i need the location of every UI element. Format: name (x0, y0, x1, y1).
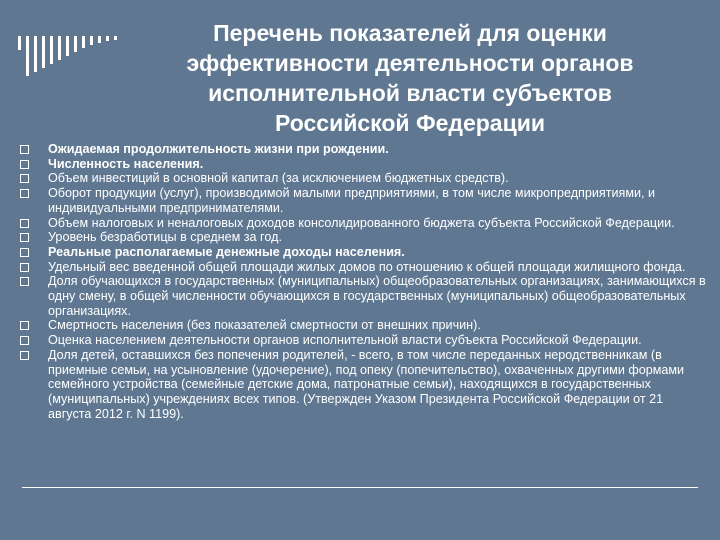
indicator-item (20, 186, 710, 215)
indicator-item (20, 260, 710, 275)
indicator-text: Смертность населения (без показателей смертности от внешних причин). (48, 318, 481, 333)
decorative-bar (74, 36, 77, 52)
decorative-bar (18, 36, 21, 50)
square-bullet-icon (20, 189, 29, 198)
decorative-bar (42, 36, 45, 68)
indicator-text: Численность населения. (48, 156, 204, 171)
decorative-bar (34, 36, 37, 72)
decorative-bar (50, 36, 53, 64)
indicator-item (20, 216, 710, 231)
decorative-bar (66, 36, 69, 56)
square-bullet-icon (20, 248, 29, 257)
square-bullet-icon (20, 321, 29, 330)
decorative-bar (82, 36, 85, 48)
square-bullet-icon (20, 219, 29, 228)
decorative-bar (114, 36, 117, 40)
decorative-bar (106, 36, 109, 41)
indicator-item (20, 274, 710, 318)
indicator-item (20, 171, 710, 186)
square-bullet-icon (20, 336, 29, 345)
decorative-bar (58, 36, 61, 60)
square-bullet-icon (20, 174, 29, 183)
slide-title: Перечень показателей для оценки эффективности деятельности органов исполнительной власти субъектов Российской Федерации (186, 20, 634, 136)
indicator-text: Объем налоговых и неналоговых доходов консолидированного бюджета субъекта Российской Федерации. (48, 215, 675, 230)
indicator-item (20, 348, 710, 422)
decorative-bars (18, 36, 122, 76)
indicator-text: Уровень безработицы в среднем за год. (48, 230, 282, 245)
indicator-item (20, 230, 710, 245)
indicator-text: Оборот продукции (услуг), производимой малыми предприятиями, в том числе микропредприятиями, и индивидуальными предпринимателями. (48, 186, 656, 215)
indicator-list (20, 142, 710, 421)
indicator-item (20, 333, 710, 348)
indicator-text: Доля детей, оставшихся без попечения родителей, - всего, в том числе переданных неродственникам (в приемные семьи, на усыновление (удочерение), под опеку (попечительство), охваченных другими формами семейного устройства (семейные детские дома, патронатные семьи), находящихся в государственных (муниципальных) учреждениях всех типов. (Утвержден Указом Президента Российской Федерации от 21 августа 2012 г. N 1199). (48, 347, 685, 421)
square-bullet-icon (20, 145, 29, 154)
decorative-bar (98, 36, 101, 43)
indicator-item (20, 157, 710, 172)
indicator-text: Удельный вес введенной общей площади жилых домов по отношению к общей площади жилищного фонда. (48, 259, 686, 274)
indicator-item (20, 318, 710, 333)
square-bullet-icon (20, 351, 29, 360)
square-bullet-icon (20, 233, 29, 242)
indicator-text: Оценка населением деятельности органов исполнительной власти субъекта Российской Федерации. (48, 333, 642, 348)
square-bullet-icon (20, 263, 29, 272)
square-bullet-icon (20, 277, 29, 286)
decorative-bar (90, 36, 93, 45)
divider-line (22, 487, 698, 488)
decorative-bar (26, 36, 29, 76)
indicator-text: Доля обучающихся в государственных (муниципальных) общеобразовательных организациях, занимающихся в одну смену, в общей численности обучающихся в государственных (муниципальных) общеобразовательных организациях. (48, 274, 706, 318)
indicator-item (20, 142, 710, 157)
indicator-text: Ожидаемая продолжительность жизни при рождении. (48, 142, 389, 156)
indicator-text: Объем инвестиций в основной капитал (за исключением бюджетных средств). (48, 171, 509, 186)
indicator-text: Реальные располагаемые денежные доходы населения. (48, 244, 405, 259)
indicator-item (20, 245, 710, 260)
square-bullet-icon (20, 160, 29, 169)
